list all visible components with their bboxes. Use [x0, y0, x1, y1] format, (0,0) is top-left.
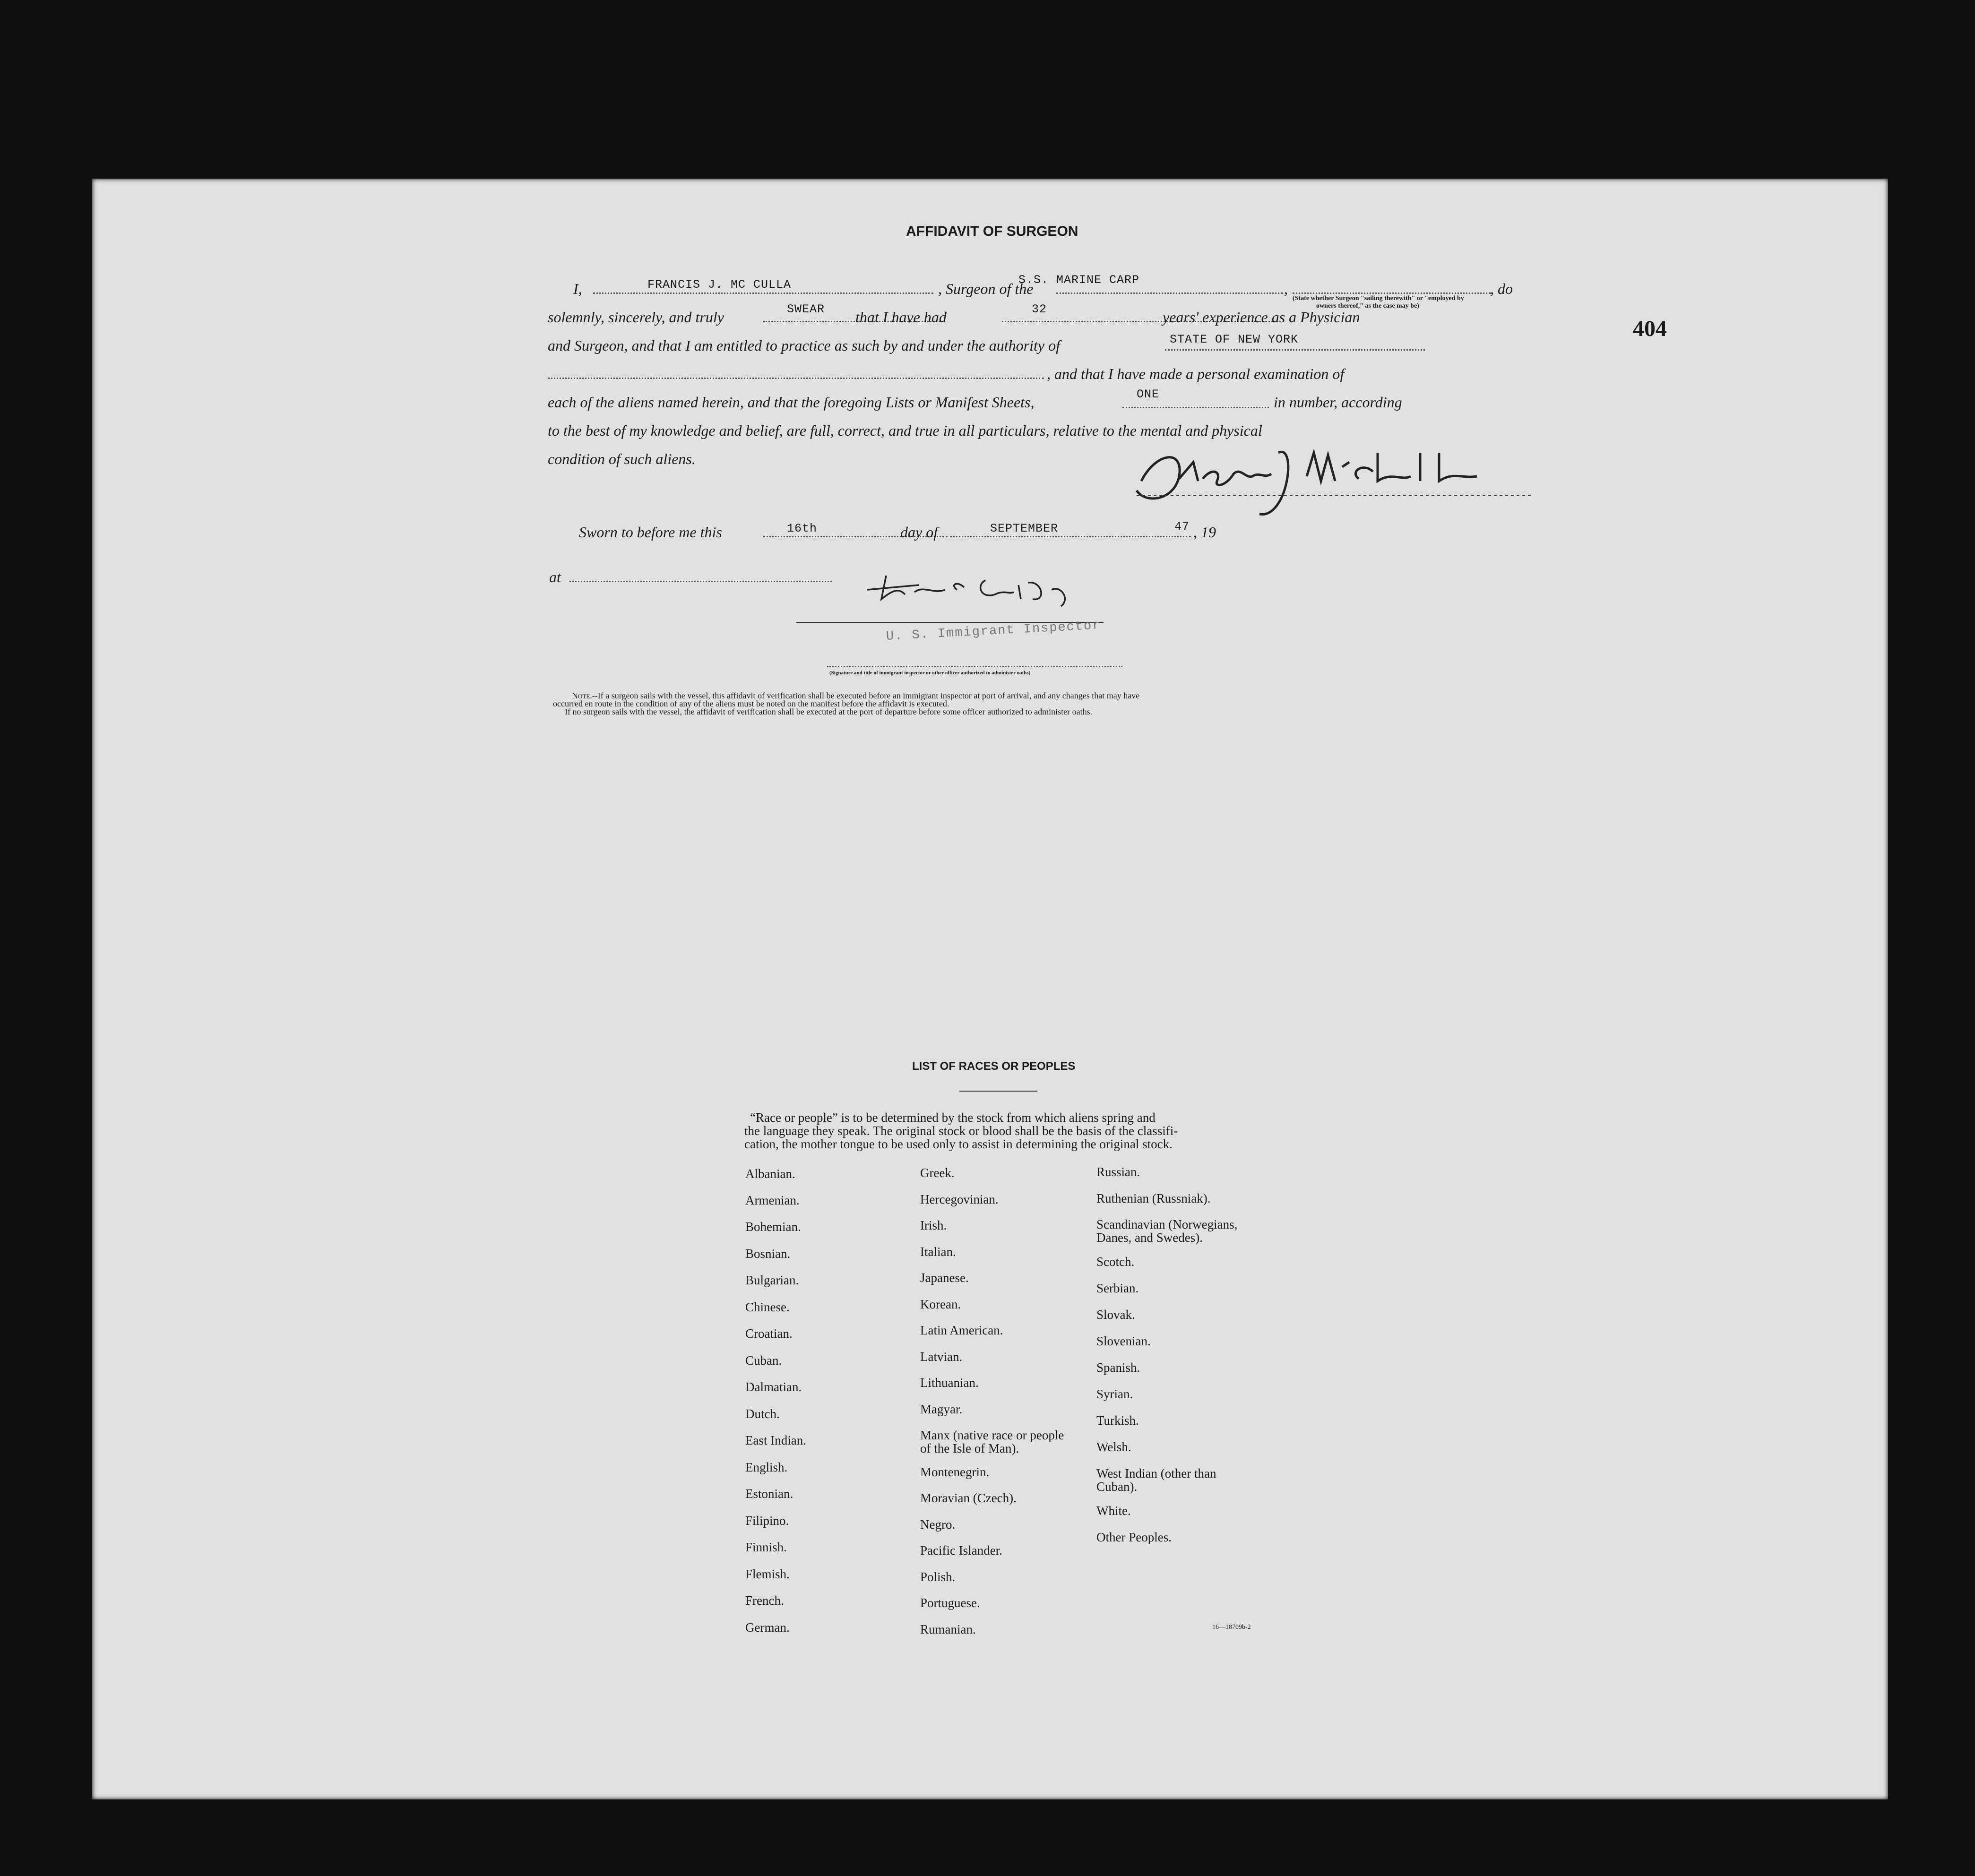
- race-item: Cuban.: [745, 1353, 782, 1368]
- sheets-field: ONE: [1137, 387, 1160, 401]
- race-item: Portuguese.: [920, 1596, 980, 1610]
- race-item: Lithuanian.: [920, 1376, 979, 1390]
- oath-field: SWEAR: [787, 302, 825, 316]
- affidavit-line5-a: each of the aliens named herein, and that the foregoing Lists or Manifest Sheets,: [548, 394, 1035, 411]
- sworn-day-field: 16th: [787, 522, 818, 535]
- race-item: Irish.: [920, 1218, 947, 1232]
- sworn-label-b: day of: [900, 524, 938, 541]
- years-field: 32: [1032, 302, 1047, 316]
- authority-leader-2: [548, 377, 1044, 379]
- race-item: Rumanian.: [920, 1622, 976, 1636]
- race-item: Albanian.: [745, 1167, 795, 1181]
- race-item: Italian.: [920, 1245, 956, 1259]
- affidavit-title: AFFIDAVIT OF SURGEON: [906, 224, 1078, 239]
- surgeon-signature: [1127, 434, 1543, 519]
- authority-field: STATE OF NEW YORK: [1170, 333, 1299, 346]
- at-label: at: [549, 568, 561, 585]
- race-item: Welsh.: [1096, 1440, 1131, 1454]
- race-item: Chinese.: [745, 1300, 790, 1314]
- vessel-hint-1: (State whether Surgeon "sailing therewith" or "employed by: [1293, 295, 1464, 302]
- note-line-3: If no surgeon sails with the vessel, the affidavit of verification shall be executed at the port of departure before some officer authorized to administer oaths.: [565, 707, 1093, 716]
- race-item: Ruthenian (Russniak).: [1096, 1191, 1211, 1205]
- affidavit-line2-b: that I have had: [855, 309, 947, 326]
- affidavit-line1-surgeon-of: , Surgeon of the: [938, 280, 1034, 297]
- signature-caption: (Signature and title of immigrant inspector or other officer authorized to administer oaths): [829, 670, 1031, 676]
- races-intro-1: “Race or people” is to be determined by the stock from which aliens spring and: [750, 1110, 1156, 1125]
- races-intro-3: cation, the mother tongue to be used only to assist in determining the original stock.: [744, 1137, 1173, 1151]
- race-item: German.: [745, 1620, 790, 1635]
- sheets-leader: [1122, 406, 1269, 408]
- sworn-year-field: 47: [1174, 520, 1190, 534]
- race-item: Turkish.: [1096, 1413, 1139, 1428]
- race-item: English.: [745, 1460, 788, 1474]
- race-item: Bulgarian.: [745, 1273, 799, 1287]
- status-leader: [1293, 292, 1491, 294]
- sworn-month-field: SEPTEMBER: [990, 522, 1059, 535]
- month-leader: [950, 535, 1191, 537]
- note-line-2: occurred en route in the condition of any of the aliens must be noted on the manifest before the affidavit is executed.: [553, 699, 949, 708]
- race-item: Bohemian.: [745, 1220, 801, 1234]
- race-item: Spanish.: [1096, 1360, 1140, 1375]
- race-item: Greek.: [920, 1166, 955, 1180]
- affidavit-line2-a: solemnly, sincerely, and truly: [548, 309, 724, 326]
- race-item: White.: [1096, 1504, 1131, 1518]
- race-item: East Indian.: [745, 1433, 806, 1447]
- sworn-label-a: Sworn to before me this: [579, 524, 722, 541]
- inspector-title-stamp: U. S. Immigrant Inspector: [886, 619, 1102, 644]
- name-leader: [593, 292, 933, 294]
- race-item: Filipino.: [745, 1514, 789, 1528]
- affidavit-line1-comma: ,: [1284, 280, 1288, 297]
- races-title: LIST OF RACES OR PEOPLES: [912, 1060, 1076, 1073]
- race-item: Dutch.: [745, 1407, 780, 1421]
- affidavit-line1-do: , do: [1490, 280, 1513, 297]
- race-item: Magyar.: [920, 1402, 963, 1416]
- races-title-rule: [959, 1091, 1037, 1092]
- affidavit-line5-b: in number, according: [1274, 394, 1402, 411]
- race-item: Manx (native race or people of the Isle of Man).: [920, 1428, 1064, 1455]
- note-text-1: --If a surgeon sails with the vessel, this affidavit of verification shall be executed before an immigrant inspector at port of arrival, and any changes that may have: [592, 691, 1140, 700]
- race-item: Armenian.: [745, 1193, 800, 1207]
- vessel-leader: [1056, 292, 1283, 294]
- affidavit-line4: , and that I have made a personal examination of: [1047, 365, 1345, 382]
- race-item: Latin American.: [920, 1323, 1003, 1337]
- race-item: Montenegrin.: [920, 1465, 990, 1479]
- note-label: Note.: [572, 691, 592, 700]
- sworn-label-c: , 19: [1193, 524, 1216, 541]
- at-leader: [569, 580, 832, 582]
- race-item: Scotch.: [1096, 1255, 1135, 1269]
- race-item: Bosnian.: [745, 1247, 791, 1261]
- race-item: Other Peoples.: [1096, 1530, 1172, 1544]
- inspector-signature: [862, 566, 1080, 609]
- affidavit-line2-c: years' experience as a Physician: [1163, 309, 1360, 326]
- race-item: Estonian.: [745, 1487, 793, 1501]
- race-item: Latvian.: [920, 1350, 963, 1364]
- race-item: Serbian.: [1096, 1281, 1139, 1295]
- surgeon-name-field: FRANCIS J. MC CULLA: [647, 278, 792, 292]
- page-number: 404: [1633, 316, 1667, 341]
- affidavit-line3: and Surgeon, and that I am entitled to practice as such by and under the authority of: [548, 337, 1060, 354]
- race-item: Japanese.: [920, 1271, 969, 1285]
- affidavit-line1-i: I,: [573, 280, 582, 297]
- races-intro-2: the language they speak. The original stock or blood shall be the basis of the classifi-: [744, 1124, 1178, 1138]
- race-item: Slovenian.: [1096, 1334, 1151, 1348]
- race-item: Polish.: [920, 1570, 956, 1584]
- race-item: West Indian (other than Cuban).: [1096, 1466, 1216, 1494]
- form-code: 16—18709b-2: [1212, 1624, 1251, 1631]
- race-item: French.: [745, 1593, 784, 1608]
- race-item: Pacific Islander.: [920, 1543, 1002, 1558]
- vessel-hint-2: owners thereof," as the case may be): [1316, 302, 1419, 310]
- affidavit-line7: condition of such aliens.: [548, 450, 696, 467]
- race-item: Finnish.: [745, 1540, 787, 1554]
- race-item: Syrian.: [1096, 1387, 1133, 1401]
- race-item: Flemish.: [745, 1567, 790, 1581]
- race-item: Negro.: [920, 1517, 956, 1532]
- document-page: [92, 179, 1888, 1799]
- vessel-field: S.S. MARINE CARP: [1018, 273, 1140, 287]
- race-item: Croatian.: [745, 1326, 793, 1341]
- race-item: Hercegovinian.: [920, 1192, 999, 1206]
- race-item: Dalmatian.: [745, 1380, 802, 1394]
- race-item: Moravian (Czech).: [920, 1491, 1017, 1505]
- authority-leader: [1165, 349, 1425, 351]
- race-item: Slovak.: [1096, 1308, 1135, 1322]
- race-item: Korean.: [920, 1297, 961, 1311]
- race-item: Russian.: [1096, 1165, 1140, 1179]
- race-item: Scandinavian (Norwegians, Danes, and Swedes).: [1096, 1217, 1238, 1245]
- affidavit-line6: to the best of my knowledge and belief, are full, correct, and true in all particulars, relative to the mental and physical: [548, 422, 1262, 439]
- inspector-leader: [827, 665, 1122, 667]
